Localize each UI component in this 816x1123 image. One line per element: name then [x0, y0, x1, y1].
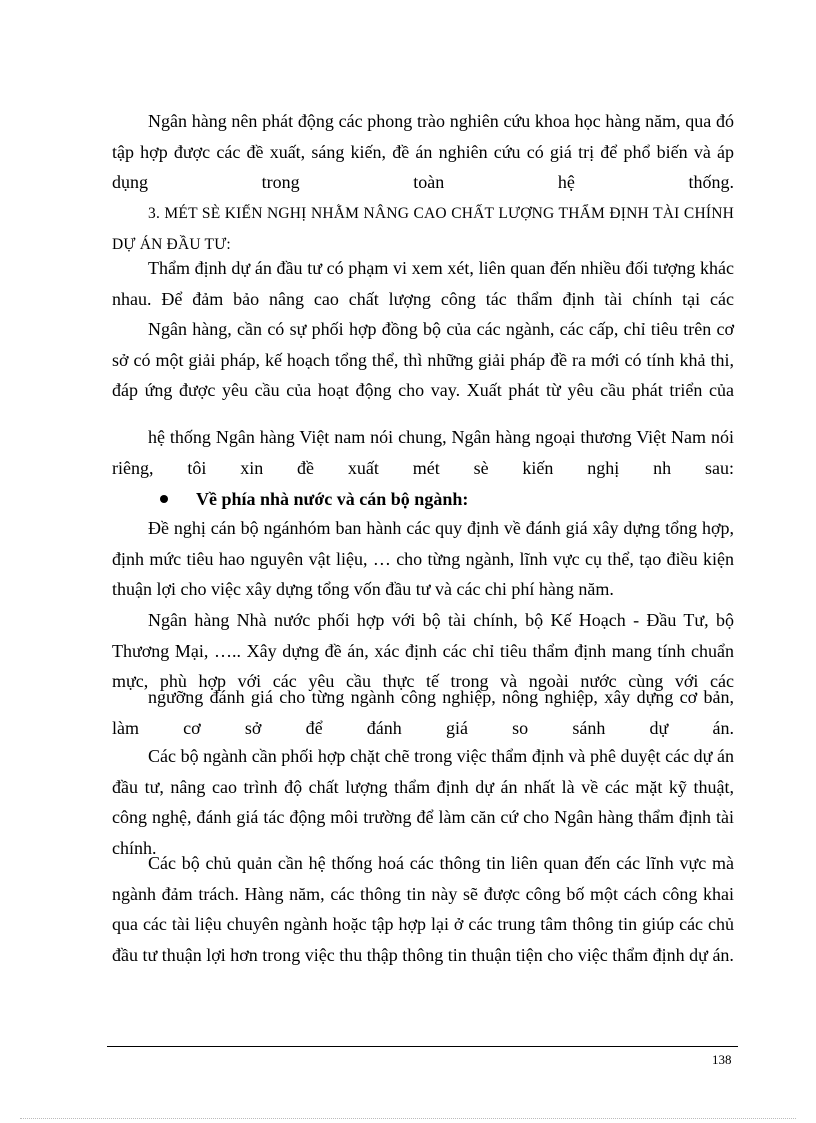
bullet-state-agencies: [160, 484, 468, 514]
paragraph-coordination: Ngân hàng, cần có sự phối hợp đồng bộ của các ngành, các cấp, chỉ tiêu trên cơ sở có một giải pháp, kế hoạch tổng thể, thì những giải pháp đề ra mới có tính khả thi, đáp ứng được yêu cầu của hoạt động cho vay. Xuất phát từ yêu cầu phát triển của: [112, 319, 734, 400]
paragraph-research-movement: Ngân hàng nên phát động các phong trào nghiên cứu khoa học hàng năm, qua đó tập hợp được các đề xuất, sáng kiến, đề án nghiên cứu có giá trị để phổ biến và áp dụng trong toàn hệ thống.: [112, 111, 734, 192]
footer-divider: [107, 1046, 738, 1047]
paragraph-information-systems: Các bộ chủ quản cần hệ thống hoá các thông tin liên quan đến các lĩnh vực mà ngành đảm trách. Hàng năm, các thông tin này sẽ được công bố một cách công khai qua các tài liệu chuyên ngành hoặc tập hợp lại ở các trung tâm thông tin giúp các chủ đầu tư thuận lợi hơn trong việc thu thập thông tin thuận tiện cho việc thẩm định dự án.: [112, 853, 734, 965]
paragraph-proposals-intro: hệ thống Ngân hàng Việt nam nói chung, Ngân hàng ngoại thương Việt Nam nói riêng, tôi xin đề xuất mét sè kiến nghị nh sau:: [112, 427, 734, 478]
bullet-text: Về phía nhà nước và cán bộ ngành:: [196, 489, 469, 509]
page-bottom-border: [20, 1118, 796, 1119]
section-heading: 3. MÉT SÈ KIẾN NGHỊ NHẰM NÂNG CAO CHẤT LƯỢNG THẨM ĐỊNH TÀI CHÍNH DỰ ÁN ĐẦU TƯ:: [112, 205, 734, 253]
paragraph-state-bank: Ngân hàng Nhà nước phối hợp với bộ tài chính, bộ Kế Hoạch - Đầu Tư, bộ Thương Mại, ….. Xây dựng đề án, xác định các chỉ tiêu thẩm định mang tính chuẩn mực, phù hợp với các yêu cầu thực tế trong và ngoài nước cùng với các: [112, 610, 734, 691]
paragraph-thresholds: ngưỡng đánh giá cho từng ngành công nghiệp, nông nghiệp, xây dựng cơ bản, làm cơ sở để đánh giá so sánh dự án.: [112, 687, 734, 738]
paragraph-appraisal-scope: Thẩm định dự án đầu tư có phạm vi xem xét, liên quan đến nhiều đối tượng khác nhau. Để đảm bảo nâng cao chất lượng công tác thẩm định tài chính tại các: [112, 258, 734, 309]
paragraph-ministries: Các bộ ngành cần phối hợp chặt chẽ trong việc thẩm định và phê duyệt các dự án đầu tư, nâng cao trình độ chất lượng thẩm định dự án nhất là về các mặt kỹ thuật, công nghệ, đánh giá tác động môi trường để làm căn cứ cho Ngân hàng thẩm định tài chính.: [112, 746, 734, 858]
paragraph-regulations: Đề nghị cán bộ ngánhóm ban hành các quy định về đánh giá xây dựng tổng hợp, định mức tiêu hao nguyên vật liệu, … cho từng ngành, lĩnh vực cụ thể, tạo điều kiện thuận lợi cho việc xây dựng tổng vốn đầu tư và các chi phí hàng năm.: [112, 518, 734, 599]
bullet-icon: [160, 495, 168, 503]
page-number: 138: [712, 1052, 732, 1067]
